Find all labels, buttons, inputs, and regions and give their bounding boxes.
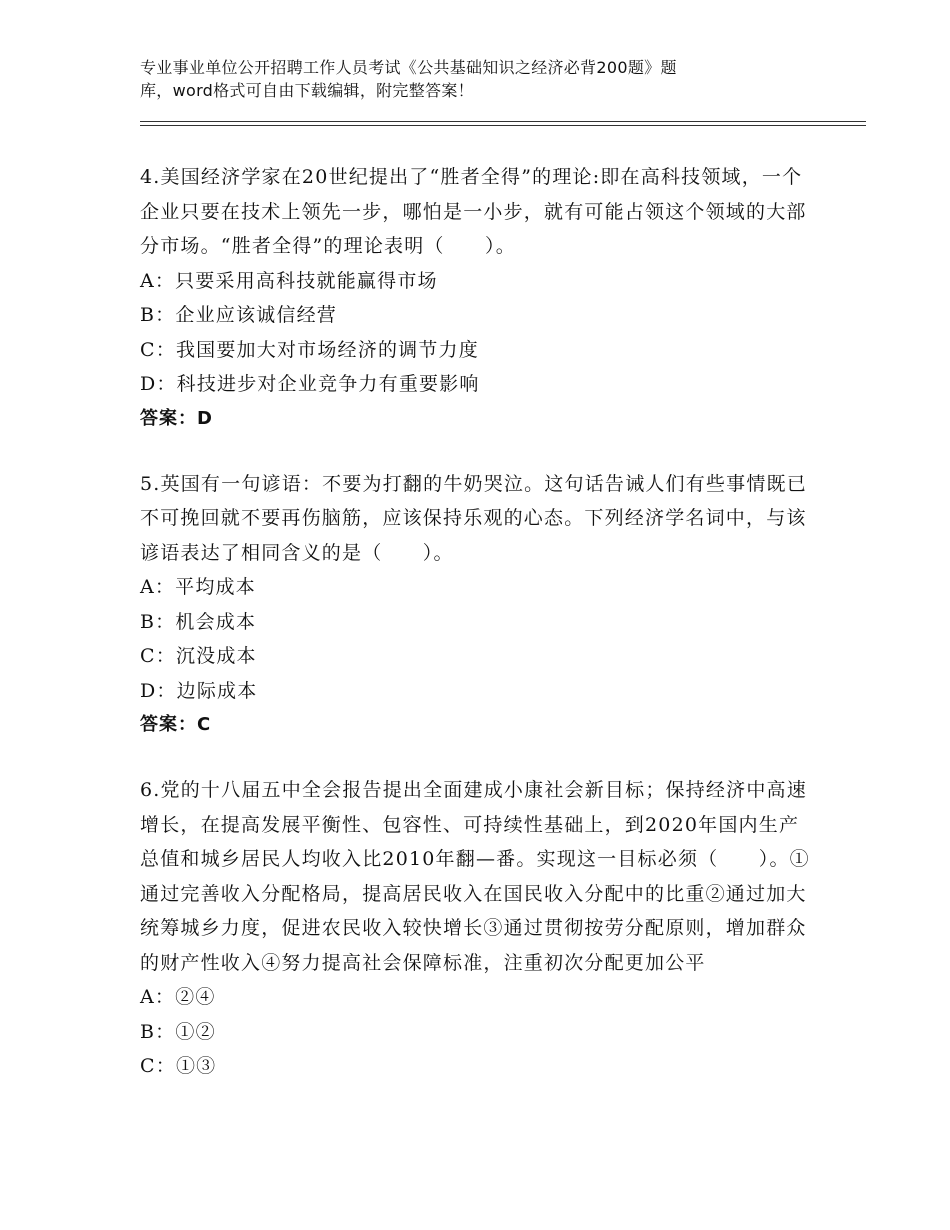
option-a: A：②④ <box>140 986 216 1008</box>
question-4 <box>140 160 810 436</box>
question-stem: 6.党的十八届五中全会报告提出全面建成小康社会新目标；保持经济中高速增长，在提高发展平衡性、包容性、可持续性基础上，到2020年国内生产总值和城乡居民人均收入比2010年翻—番。实现这一目标必须（ ）。①通过完善收入分配格局，提高居民收入在国民收入分配中的比重②通过加大统筹城乡力度，促进农民收入较快增长③通过贯彻按劳分配原则，增加群众的财产性收入④努力提高社会保障标准，注重初次分配更加公平 <box>140 779 810 974</box>
option-a: A：平均成本 <box>140 576 256 598</box>
option-b: B：企业应该诚信经营 <box>140 304 337 326</box>
question-stem: 4.美国经济学家在20世纪提出了“胜者全得”的理论:即在高科技领域，一个企业只要在技术上领先一步，哪怕是一小步，就有可能占领这个领域的大部分市场。“胜者全得”的理论表明（ ）。 <box>140 166 807 257</box>
header-rule-bottom <box>140 125 866 126</box>
option-a: A：只要采用高科技就能赢得市场 <box>140 269 438 292</box>
option-d: D：边际成本 <box>140 679 258 702</box>
answer: 答案：C <box>140 714 212 735</box>
header-rule-top <box>140 121 866 122</box>
document-header <box>140 56 800 102</box>
question-stem: 5.英国有一句谚语：不要为打翻的牛奶哭泣。这句话告诫人们有些事情既已不可挽回就不要再伤脑筋，应该保持乐观的心态。下列经济学名词中，与该谚语表达了相同含义的是（ ）。 <box>140 472 807 564</box>
option-b: B：①② <box>140 1020 216 1043</box>
option-b: B：机会成本 <box>140 610 257 633</box>
header-line-2: 库，word格式可自由下载编辑，附完整答案！ <box>140 81 474 100</box>
option-c: C：沉没成本 <box>140 645 257 667</box>
question-list <box>140 160 810 1115</box>
answer: 答案：D <box>140 407 213 429</box>
option-c: C：我国要加大对市场经济的调节力度 <box>140 338 479 361</box>
option-c: C：①③ <box>140 1055 217 1077</box>
question-6 <box>140 773 810 1084</box>
header-line-1: 专业事业单位公开招聘工作人员考试《公共基础知识之经济必背200题》题 <box>140 58 677 77</box>
question-5 <box>140 467 810 743</box>
option-d: D：科技进步对企业竞争力有重要影响 <box>140 373 480 395</box>
